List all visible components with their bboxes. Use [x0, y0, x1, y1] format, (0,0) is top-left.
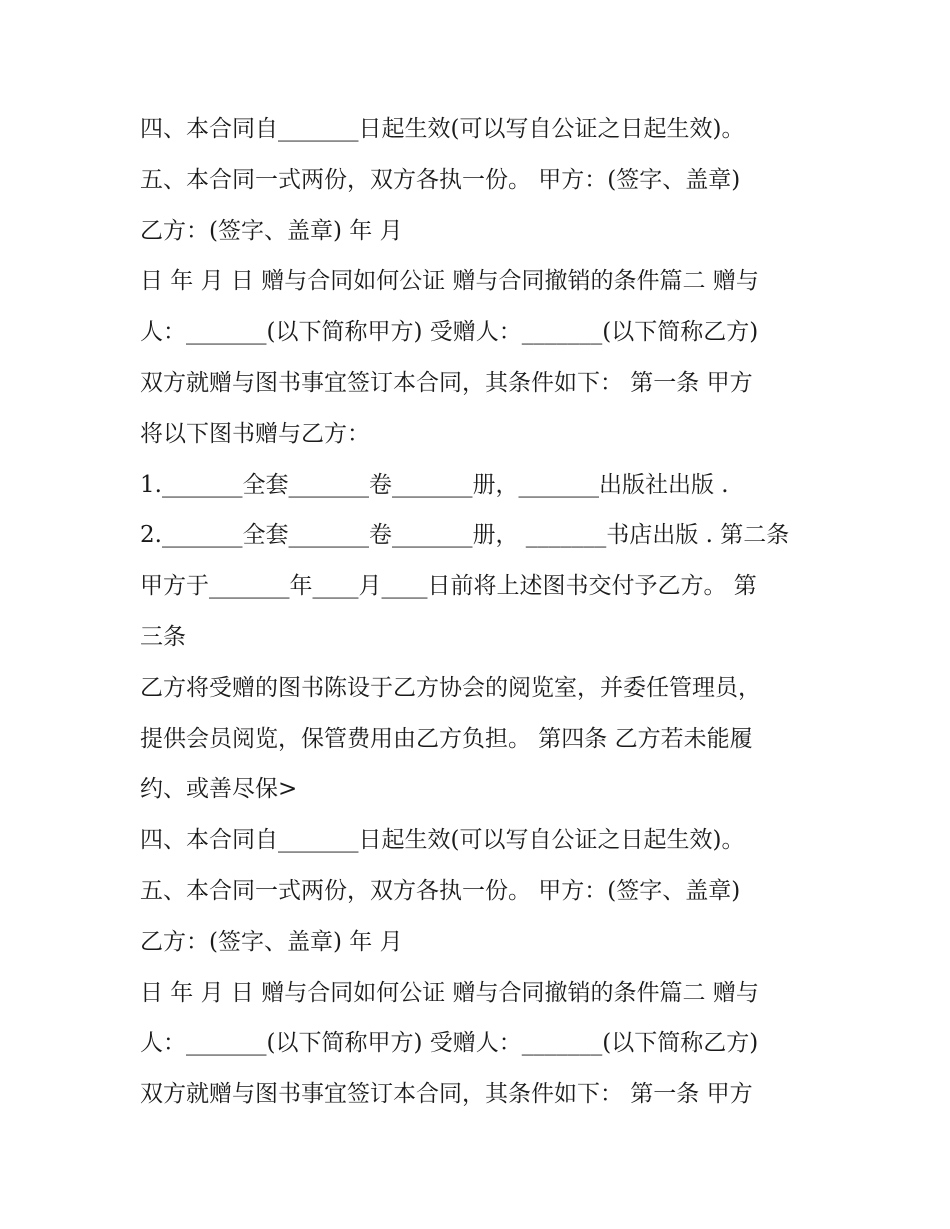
text-line: 乙方将受赠的图书陈设于乙方协会的阅览室，并委任管理员， [140, 674, 761, 701]
text-line: 约、或善尽保> [140, 776, 298, 803]
text-line: 日 年 月 日 赠与合同如何公证 赠与合同撤销的条件篇二 赠与 [140, 268, 759, 295]
text-line: 四、本合同自_______日起生效(可以写自公证之日起生效)。 [140, 116, 745, 142]
text-line: 双方就赠与图书事宜签订本合同，其条件如下： 第一条 甲方 [140, 369, 753, 396]
text-line: 五、本合同一式两份，双方各执一份。 甲方：(签字、盖章) [140, 877, 741, 904]
text-line: 人：_______(以下简称甲方) 受赠人：_______(以下简称乙方) [140, 319, 759, 346]
text-line: 人：_______(以下简称甲方) 受赠人：_______(以下简称乙方) [140, 1030, 759, 1057]
text-line: 三条 [140, 623, 186, 650]
text-line: 双方就赠与图书事宜签订本合同，其条件如下： 第一条 甲方 [140, 1081, 753, 1108]
text-line: 日 年 月 日 赠与合同如何公证 赠与合同撤销的条件篇二 赠与 [140, 979, 759, 1006]
text-line: 1._______全套_______卷_______册，_______出版社出版 . [140, 471, 729, 498]
text-line: 甲方于_______年____月____日前将上述图书交付予乙方。 第 [140, 573, 757, 600]
text-line: 将以下图书赠与乙方： [140, 420, 370, 447]
text-line: 五、本合同一式两份，双方各执一份。 甲方：(签字、盖章) [140, 166, 741, 193]
contract-text [140, 104, 830, 1120]
text-line: 提供会员阅览，保管费用由乙方负担。 第四条 乙方若未能履 [140, 725, 753, 752]
text-line: 乙方：(签字、盖章) 年 月 [140, 217, 403, 244]
text-line: 乙方：(签字、盖章) 年 月 [140, 928, 403, 955]
text-line: 四、本合同自_______日起生效(可以写自公证之日起生效)。 [140, 827, 745, 854]
text-line: 2._______全套_______卷_______册， _______书店出版 . 第二条 [140, 522, 790, 549]
